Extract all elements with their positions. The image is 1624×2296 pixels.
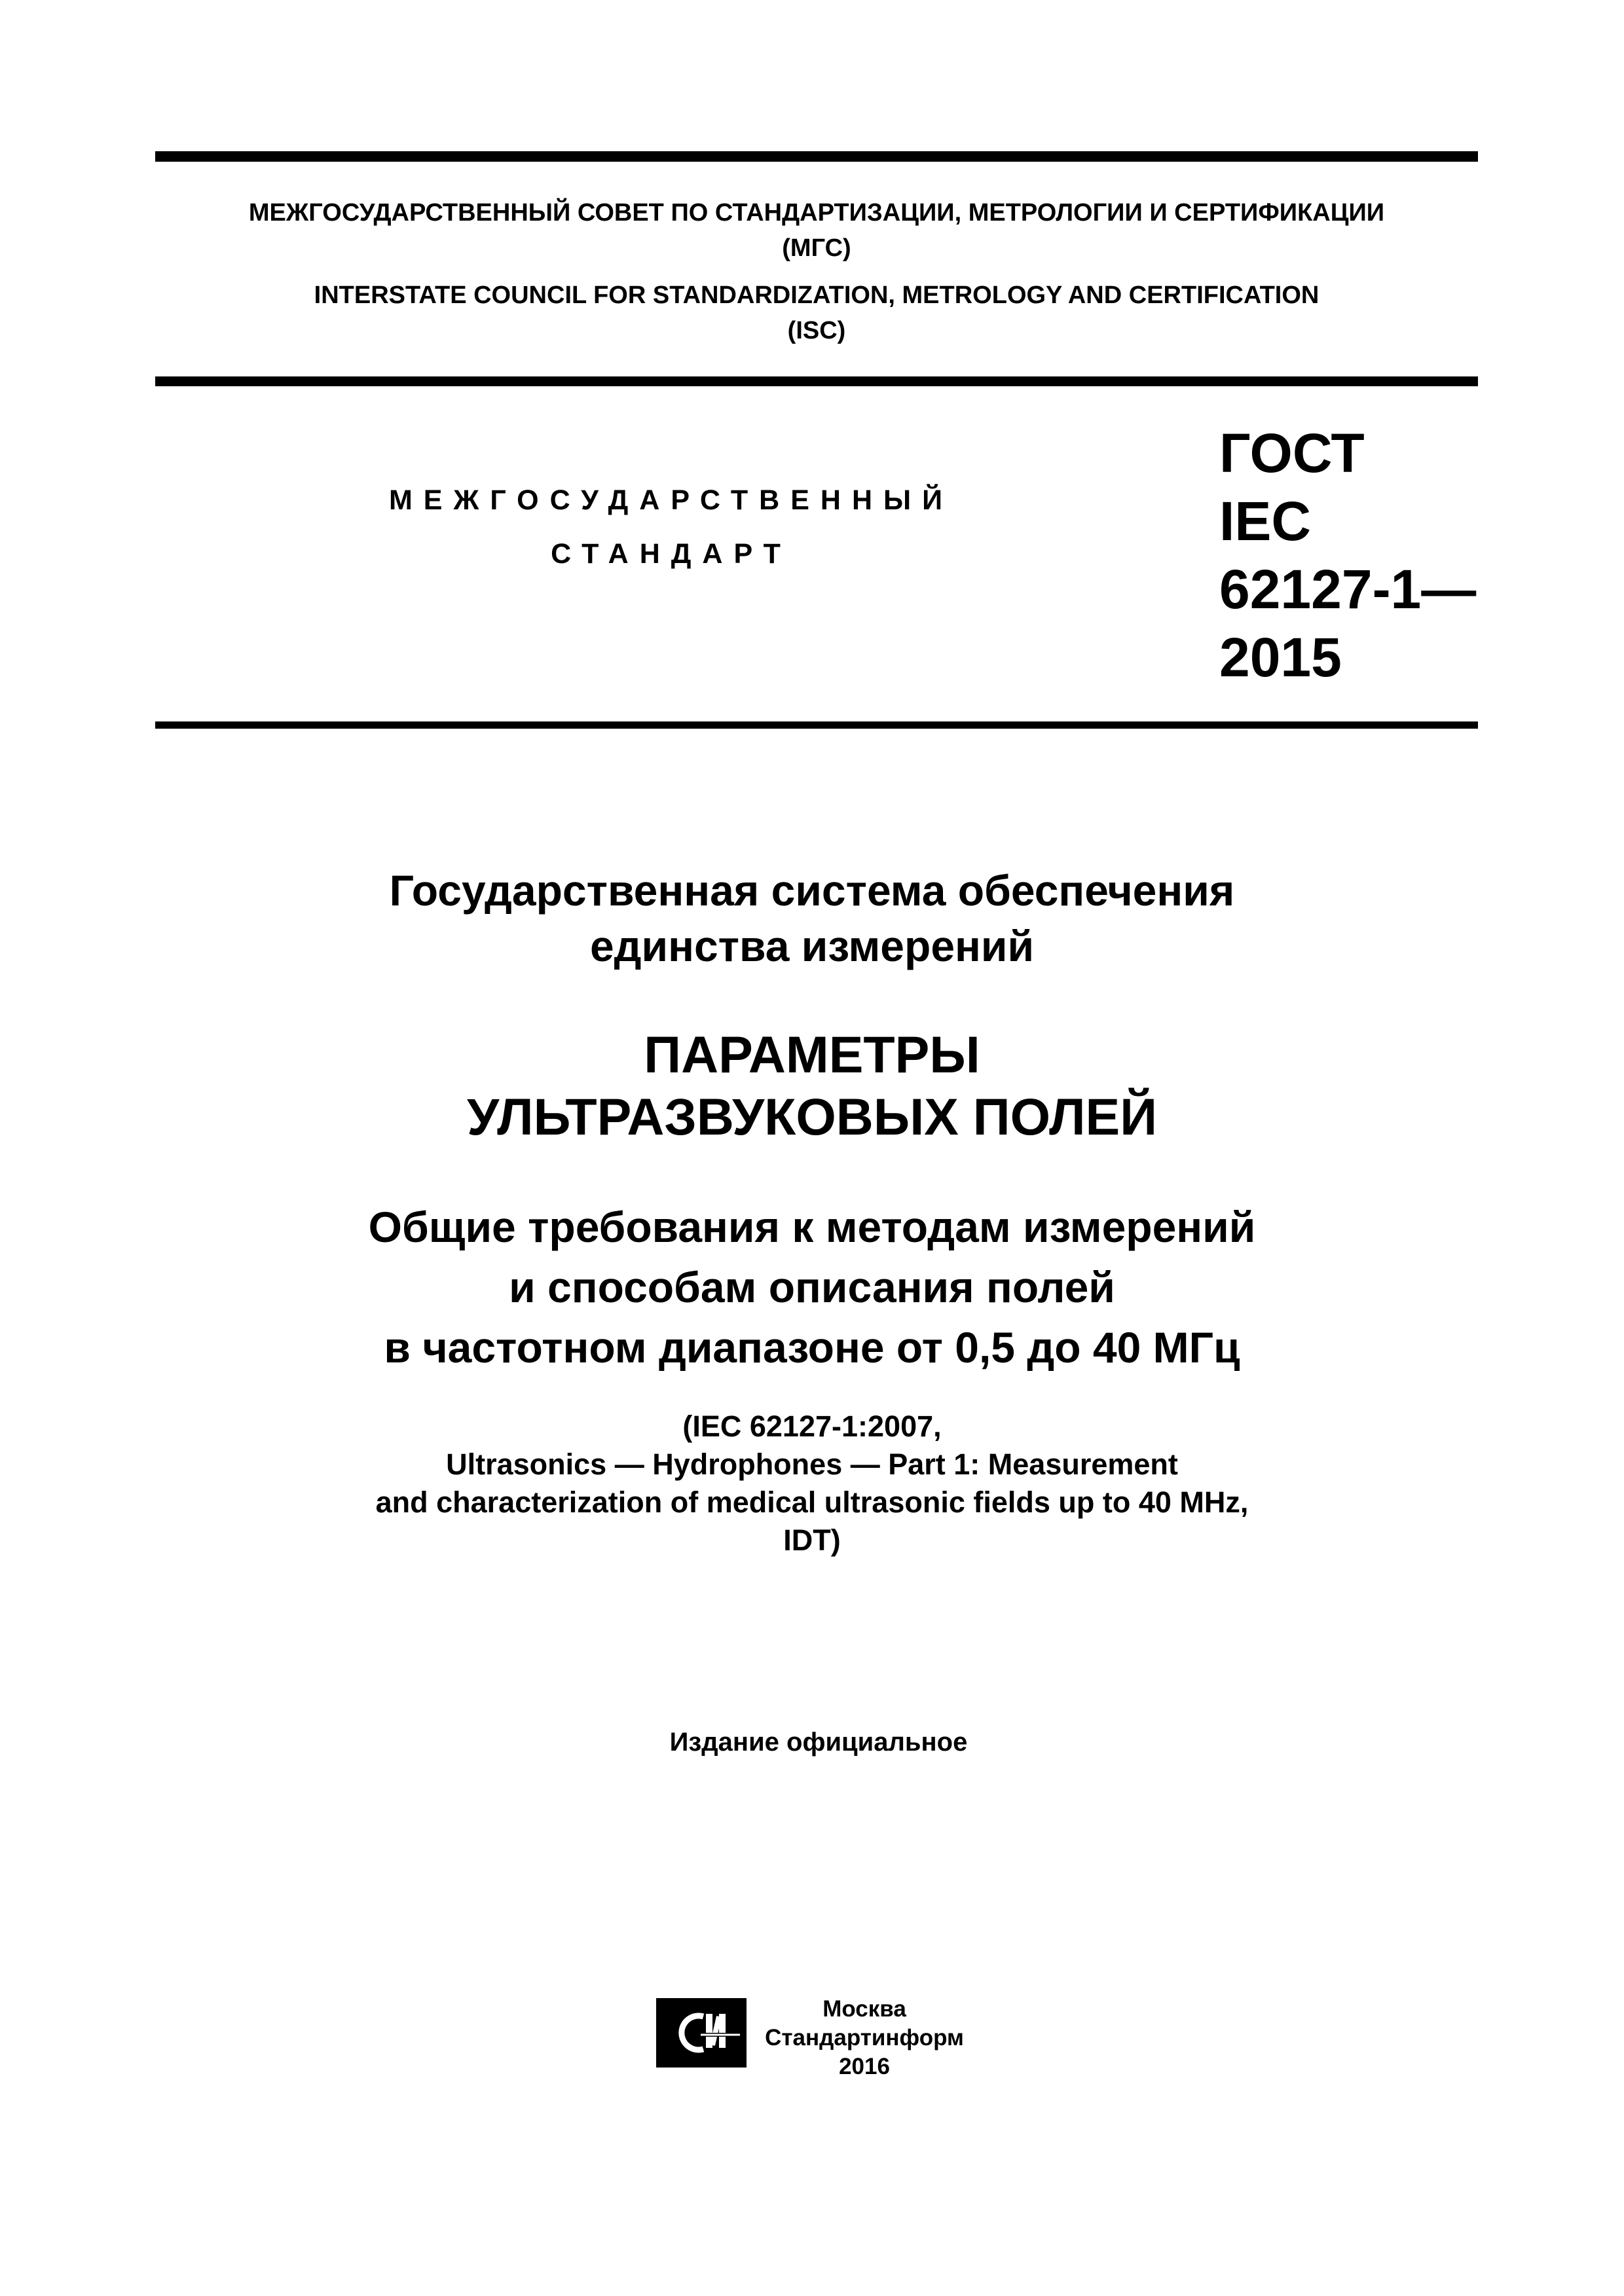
main-title-line2: УЛЬТРАЗВУКОВЫХ ПОЛЕЙ	[467, 1087, 1157, 1146]
top-rule	[155, 151, 1478, 162]
council-abbr-ru: (МГС)	[782, 234, 851, 262]
system-title-line2: единства измерений	[589, 922, 1035, 970]
sub-title-line3: в частотном диапазоне от 0,5 до 40 МГц	[384, 1323, 1240, 1372]
publisher-imprint	[760, 1995, 969, 2081]
system-title	[196, 863, 1428, 974]
council-name-en: INTERSTATE COUNCIL FOR STANDARDIZATION, METROLOGY AND CERTIFICATION	[314, 282, 1320, 309]
publisher-name: Стандартинформ	[765, 2025, 964, 2050]
standard-type	[314, 473, 1028, 581]
standard-type-line2: СТАНДАРТ	[551, 538, 792, 570]
system-title-line1: Государственная система обеспечения	[389, 866, 1235, 915]
iec-reference-line3: and characterization of medical ultrasonic fields up to 40 MHz,	[375, 1485, 1249, 1519]
sub-title	[196, 1197, 1428, 1377]
sub-title-line1: Общие требования к методам измерений	[368, 1203, 1256, 1251]
main-title	[196, 1023, 1428, 1148]
council-abbr-en: (ISC)	[787, 317, 846, 344]
designation-gost: ГОСТ	[1219, 422, 1365, 484]
edition-label: Издание официальное	[669, 1728, 968, 1757]
council-header	[155, 195, 1478, 348]
iec-reference-line1: (IEC 62127-1:2007,	[682, 1410, 942, 1443]
iec-reference-line2: Ultrasonics — Hydrophones — Part 1: Measurement	[446, 1448, 1178, 1481]
iec-reference-line4: IDT)	[783, 1523, 841, 1557]
iec-reference	[196, 1408, 1428, 1559]
designation-year: 2015	[1219, 627, 1342, 688]
publisher-year: 2016	[839, 2054, 890, 2079]
designation-iec: IEC	[1219, 490, 1312, 552]
main-title-line1: ПАРАМЕТРЫ	[644, 1025, 980, 1084]
standard-designation	[1219, 419, 1501, 691]
standartinform-logo-icon	[655, 1997, 748, 2069]
standard-type-line1: МЕЖГОСУДАРСТВЕННЫЙ	[388, 484, 954, 516]
council-name-ru: МЕЖГОСУДАРСТВЕННЫЙ СОВЕТ ПО СТАНДАРТИЗАЦИИ, МЕТРОЛОГИИ И СЕРТИФИКАЦИИ	[248, 199, 1385, 227]
council-rule	[155, 376, 1478, 386]
publisher-city: Москва	[822, 1996, 906, 2022]
sub-title-line2: и способам описания полей	[509, 1263, 1115, 1311]
designation-number: 62127-1—	[1219, 558, 1477, 620]
header-bottom-rule	[155, 721, 1478, 729]
